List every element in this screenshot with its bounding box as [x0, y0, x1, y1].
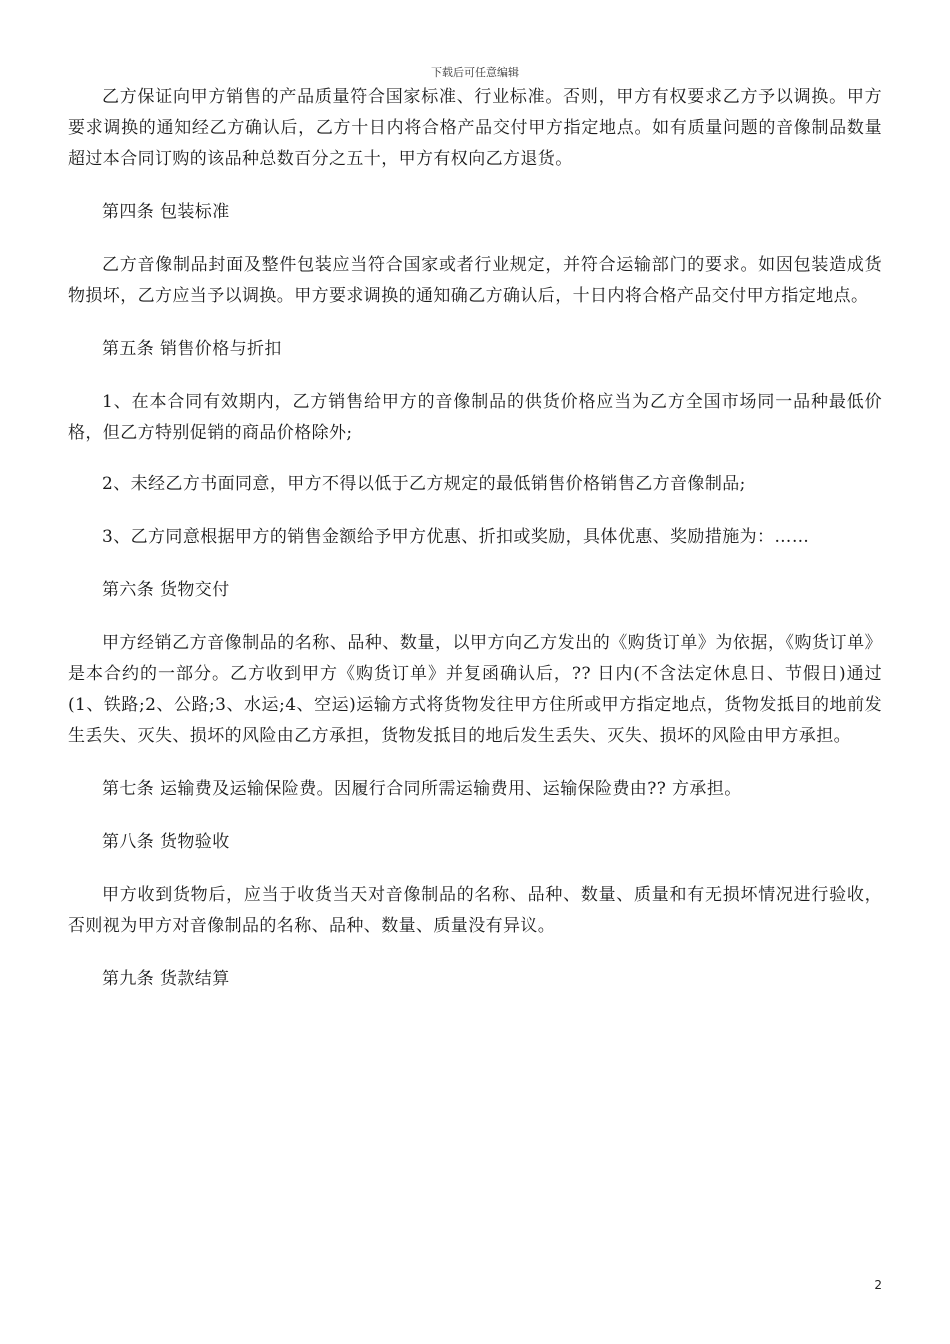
- paragraph-price-3: 3、乙方同意根据甲方的销售金额给予甲方优惠、折扣或奖励，具体优惠、奖励措施为：……: [102, 527, 810, 547]
- heading-article-7: 第七条 运输费及运输保险费。因履行合同所需运输费用、运输保险费由?? 方承担。: [102, 779, 742, 799]
- document-body: [68, 82, 882, 995]
- heading-article-4: 第四条 包装标准: [102, 202, 230, 222]
- paragraph-quality-guarantee: 乙方保证向甲方销售的产品质量符合国家标准、行业标准。否则，甲方有权要求乙方予以调换。甲方要求调换的通知经乙方确认后，乙方十日内将合格产品交付甲方指定地点。如有质量问题的音像制品数量超过本合同订购的该品种总数百分之五十，甲方有权向乙方退货。: [68, 87, 882, 169]
- paragraph-price-1: 1、在本合同有效期内，乙方销售给甲方的音像制品的供货价格应当为乙方全国市场同一品种最低价格，但乙方特别促销的商品价格除外;: [68, 392, 882, 443]
- heading-article-8: 第八条 货物验收: [102, 832, 230, 852]
- paragraph-delivery: 甲方经销乙方音像制品的名称、品种、数量，以甲方向乙方发出的《购货订单》为依据，《购货订单》是本合约的一部分。乙方收到甲方《购货订单》并复函确认后，?? 日内(不含法定休息日、节假日)通过(1、铁路;2、公路;3、水运;4、空运)运输方式将货物发往甲方住所或甲方指定地点，货物发抵目的地前发生丢失、灭失、损坏的风险由乙方承担，货物发抵目的地后发生丢失、灭失、损坏的风险由甲方承担。: [68, 633, 882, 746]
- watermark-text: 下载后可任意编辑: [431, 66, 519, 79]
- heading-article-9: 第九条 货款结算: [102, 969, 230, 989]
- page-number: 2: [874, 1278, 882, 1292]
- heading-article-6: 第六条 货物交付: [102, 580, 230, 600]
- heading-article-5: 第五条 销售价格与折扣: [102, 339, 282, 359]
- paragraph-packaging: 乙方音像制品封面及整件包装应当符合国家或者行业规定，并符合运输部门的要求。如因包装造成货物损坏，乙方应当予以调换。甲方要求调换的通知确乙方确认后，十日内将合格产品交付甲方指定地点。: [68, 255, 882, 306]
- paragraph-price-2: 2、未经乙方书面同意，甲方不得以低于乙方规定的最低销售价格销售乙方音像制品;: [102, 474, 746, 494]
- paragraph-inspection: 甲方收到货物后，应当于收货当天对音像制品的名称、品种、数量、质量和有无损坏情况进行验收，否则视为甲方对音像制品的名称、品种、数量、质量没有异议。: [68, 885, 882, 936]
